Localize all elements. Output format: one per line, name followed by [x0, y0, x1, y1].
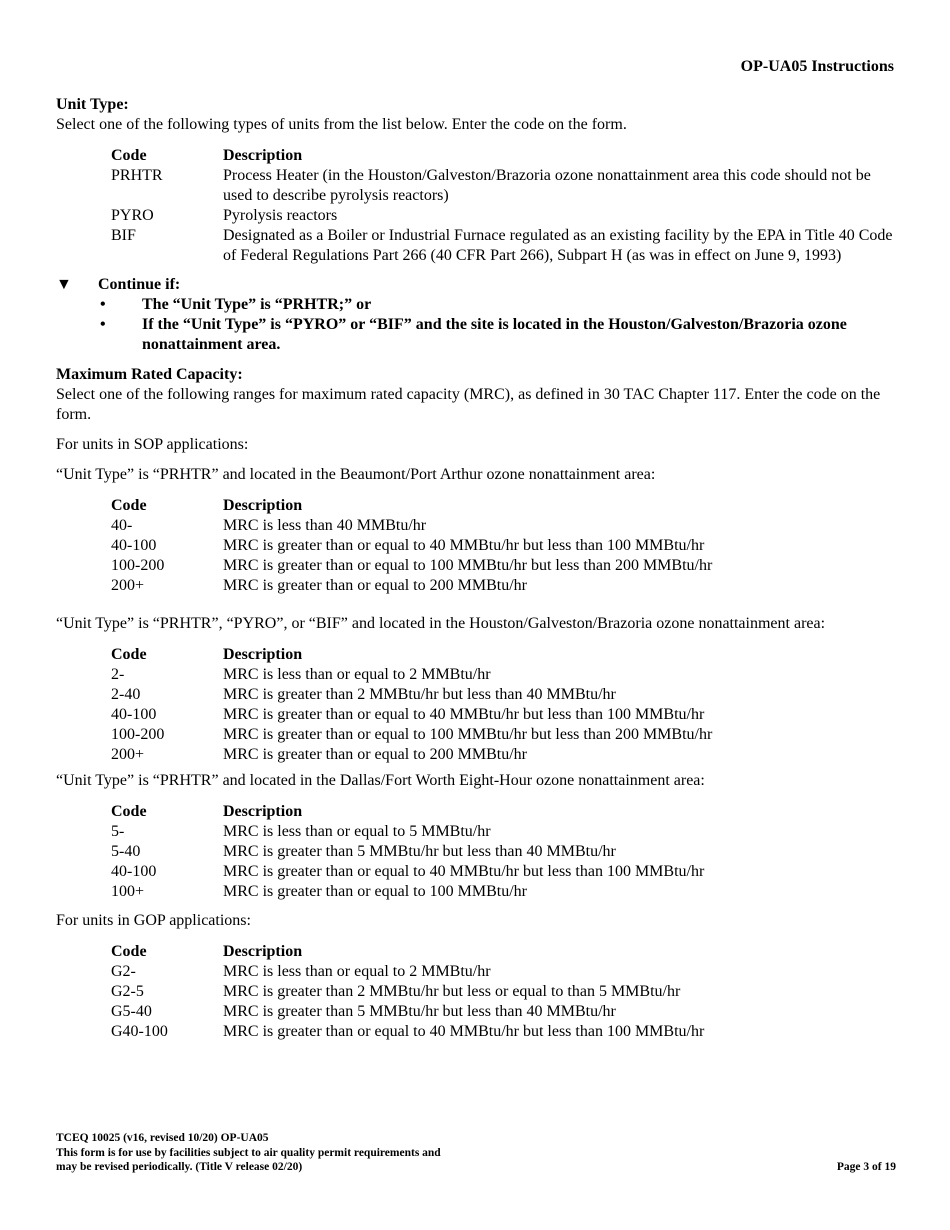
table-row — [111, 822, 893, 842]
mrc-heading: Maximum Rated Capacity: — [56, 366, 243, 383]
table-row — [111, 536, 893, 556]
footer-notice-line-2: may be revised periodically. (Title V release 02/20) — [56, 1161, 303, 1173]
table-row — [111, 842, 893, 862]
row-description: MRC is greater than or equal to 40 MMBtu/hr but less than 100 MMBtu/hr — [223, 537, 705, 554]
table-row — [111, 962, 893, 982]
table-row — [111, 725, 893, 745]
mrc-section — [56, 365, 896, 1042]
row-code: G2-5 — [111, 983, 144, 1000]
table-header-row — [111, 802, 893, 822]
row-description: MRC is less than or equal to 5 MMBtu/hr — [223, 823, 491, 840]
continue-if-row — [56, 275, 896, 295]
table-header-row — [111, 496, 893, 516]
column-header-description: Description — [223, 147, 303, 164]
row-description: MRC is greater than 5 MMBtu/hr but less than 40 MMBtu/hr — [223, 1003, 616, 1020]
row-code: 5- — [111, 823, 125, 840]
table-row — [111, 1002, 893, 1022]
list-item — [56, 295, 896, 315]
column-header-code: Code — [111, 147, 147, 164]
row-code: G40-100 — [111, 1023, 168, 1040]
row-description: MRC is greater than or equal to 200 MMBtu/hr — [223, 746, 527, 763]
row-description: MRC is greater than 2 MMBtu/hr but less than 40 MMBtu/hr — [223, 686, 616, 703]
row-code: 40-100 — [111, 537, 157, 554]
down-triangle-icon: ▼ — [56, 276, 72, 293]
page-header-title: OP-UA05 Instructions — [740, 58, 894, 75]
row-description: MRC is less than or equal to 2 MMBtu/hr — [223, 666, 491, 683]
row-code: G5-40 — [111, 1003, 152, 1020]
row-description: MRC is greater than or equal to 40 MMBtu/hr but less than 100 MMBtu/hr — [223, 1023, 705, 1040]
unit-type-heading: Unit Type: — [56, 96, 129, 113]
column-header-description: Description — [223, 497, 303, 514]
mrc-table-gop — [111, 942, 893, 1042]
row-code: G2- — [111, 963, 136, 980]
page-number: Page 3 of 19 — [836, 1161, 896, 1173]
footer-form-id: TCEQ 10025 (v16, revised 10/20) OP-UA05 — [56, 1132, 269, 1144]
row-code: 200+ — [111, 577, 145, 594]
table-caption: “Unit Type” is “PRHTR” and located in the Beaumont/Port Arthur ozone nonattainment area: — [56, 466, 656, 483]
table-caption: “Unit Type” is “PRHTR”, “PYRO”, or “BIF” and located in the Houston/Galveston/Brazoria ozone nonattainment area: — [56, 615, 826, 632]
row-description: Designated as a Boiler or Industrial Furnace regulated as an existing facility by the EPA in Title 40 Code of Federal Regulations Part 266 (40 CFR Part 266), Subpart H (as was in effect on June 9, 1993) — [223, 227, 893, 264]
column-header-description: Description — [223, 803, 303, 820]
table-row — [111, 882, 893, 902]
column-header-description: Description — [223, 943, 303, 960]
page-content — [56, 95, 896, 1042]
sop-label: For units in SOP applications: — [56, 436, 249, 453]
column-header-code: Code — [111, 646, 147, 663]
table-row — [111, 206, 893, 226]
row-description: MRC is greater than or equal to 40 MMBtu/hr but less than 100 MMBtu/hr — [223, 706, 705, 723]
mrc-intro: Select one of the following ranges for maximum rated capacity (MRC), as defined in 30 TAC Chapter 117. Enter the code on the form. — [56, 386, 881, 423]
list-item-text: If the “Unit Type” is “PYRO” or “BIF” and the site is located in the Houston/Galveston/Brazoria ozone nonattainment area. — [142, 316, 847, 353]
table-header-row — [111, 146, 893, 166]
column-header-code: Code — [111, 497, 147, 514]
mrc-table-houston — [111, 645, 893, 765]
row-description: MRC is greater than or equal to 40 MMBtu/hr but less than 100 MMBtu/hr — [223, 863, 705, 880]
row-code: 200+ — [111, 746, 145, 763]
list-item — [56, 315, 896, 355]
table-row — [111, 576, 893, 596]
table-row — [111, 665, 893, 685]
table-row — [111, 685, 893, 705]
row-description: Process Heater (in the Houston/Galveston/Brazoria ozone nonattainment area this code should not be used to describe pyrolysis reactors) — [223, 167, 871, 204]
row-description: MRC is greater than 5 MMBtu/hr but less than 40 MMBtu/hr — [223, 843, 616, 860]
row-code: 100-200 — [111, 557, 165, 574]
row-description: MRC is greater than or equal to 200 MMBtu/hr — [223, 577, 527, 594]
row-description: MRC is greater than or equal to 100 MMBtu/hr but less than 200 MMBtu/hr — [223, 557, 713, 574]
row-description: MRC is greater than or equal to 100 MMBtu/hr — [223, 883, 527, 900]
row-code: 40- — [111, 517, 133, 534]
table-row — [111, 862, 893, 882]
mrc-table-dallas — [111, 802, 893, 902]
continue-if-list — [56, 295, 896, 355]
footer-notice-line-1: This form is for use by facilities subject to air quality permit requirements and — [56, 1146, 441, 1159]
unit-type-table — [111, 146, 893, 266]
mrc-table-beaumont — [111, 496, 893, 596]
table-row — [111, 556, 893, 576]
bullet-icon: • — [100, 296, 106, 313]
column-header-code: Code — [111, 943, 147, 960]
row-code: 100-200 — [111, 726, 165, 743]
column-header-code: Code — [111, 803, 147, 820]
table-row — [111, 705, 893, 725]
row-code: PYRO — [111, 207, 154, 224]
row-code: 2-40 — [111, 686, 141, 703]
row-code: PRHTR — [111, 167, 163, 184]
row-description: MRC is less than or equal to 2 MMBtu/hr — [223, 963, 491, 980]
row-code: 2- — [111, 666, 125, 683]
row-code: 40-100 — [111, 863, 157, 880]
row-code: 40-100 — [111, 706, 157, 723]
table-row — [111, 982, 893, 1002]
row-description: MRC is greater than or equal to 100 MMBtu/hr but less than 200 MMBtu/hr — [223, 726, 713, 743]
row-description: MRC is less than 40 MMBtu/hr — [223, 517, 427, 534]
unit-type-section — [56, 95, 896, 266]
table-header-row — [111, 942, 893, 962]
table-header-row — [111, 645, 893, 665]
row-description: MRC is greater than 2 MMBtu/hr but less or equal to than 5 MMBtu/hr — [223, 983, 681, 1000]
continue-if-block — [56, 275, 896, 355]
table-row — [111, 745, 893, 765]
row-code: BIF — [111, 227, 136, 244]
row-description: Pyrolysis reactors — [223, 207, 338, 224]
page-footer — [56, 1131, 896, 1175]
table-row — [111, 516, 893, 536]
gop-label: For units in GOP applications: — [56, 912, 251, 929]
table-row — [111, 166, 893, 206]
row-code: 5-40 — [111, 843, 141, 860]
row-code: 100+ — [111, 883, 145, 900]
bullet-icon: • — [100, 316, 106, 333]
column-header-description: Description — [223, 646, 303, 663]
table-row — [111, 1022, 893, 1042]
unit-type-intro: Select one of the following types of units from the list below. Enter the code on the form. — [56, 116, 627, 133]
continue-if-label: Continue if: — [98, 276, 181, 293]
list-item-text: The “Unit Type” is “PRHTR;” or — [142, 296, 372, 313]
table-row — [111, 226, 893, 266]
table-caption: “Unit Type” is “PRHTR” and located in the Dallas/Fort Worth Eight-Hour ozone nonattainment area: — [56, 772, 705, 789]
